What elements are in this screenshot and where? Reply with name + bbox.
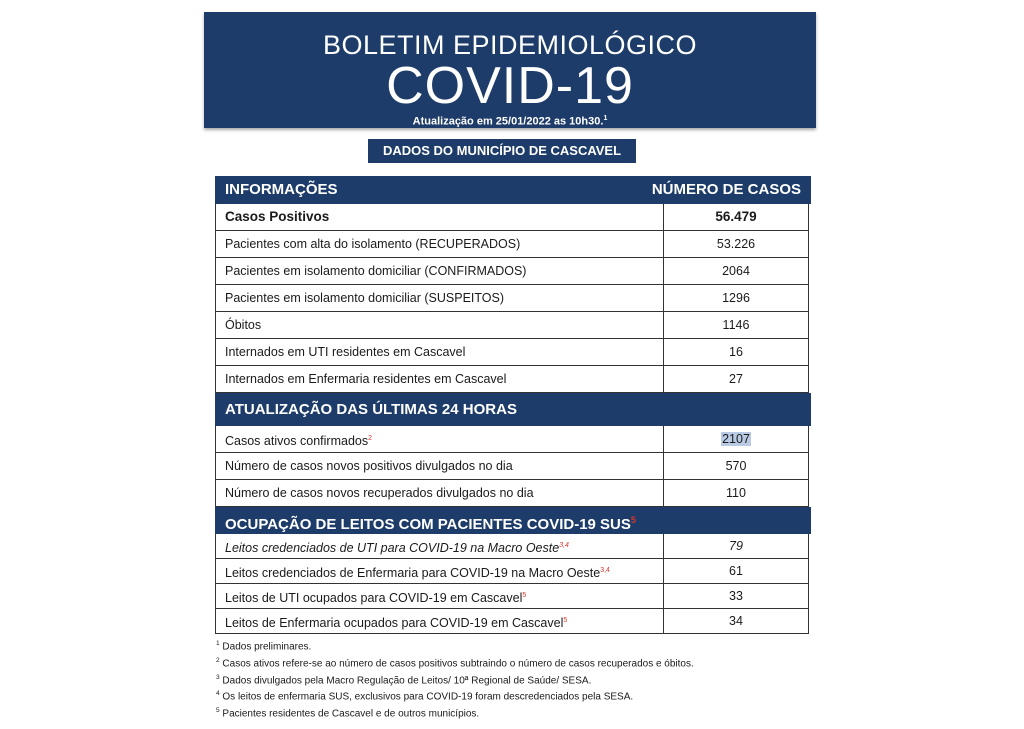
row-value: 33 [663,584,808,608]
bulletin-banner [204,12,816,128]
footnote-ref: 5 [630,515,636,525]
info-table [215,204,809,393]
row-value: 16 [663,339,808,365]
table-row [216,584,808,609]
row-value [663,426,808,452]
row-value: 61 [663,559,808,583]
section-label: INFORMAÇÕES [225,181,338,198]
row-value: 2064 [663,258,808,284]
footnote-ref: 3,4 [600,567,610,574]
row-label: Internados em UTI residentes em Cascavel [225,345,466,359]
table-row [216,366,808,393]
row-label: Pacientes com alta do isolamento (RECUPERADOS) [225,237,521,251]
row-label: Leitos credenciados de Enfermaria para COVID-19 na Macro Oeste$^{3,4}$ [225,566,610,581]
table-row [216,285,808,312]
table-row [216,426,808,453]
row-label: Pacientes em isolamento domiciliar (SUSPEITOS) [225,291,505,305]
row-value: 27 [663,366,808,392]
footnote-ref: 5 [522,592,527,599]
row-value: 1146 [663,312,808,338]
footnote-ref: 2 [368,435,373,442]
last-24h-table [215,426,809,507]
table-row [216,258,808,285]
row-value: 53.226 [663,231,808,257]
table-row [216,534,808,559]
table-row [216,231,808,258]
row-label: Número de casos novos positivos divulgados no dia [225,459,513,473]
bulletin-title: BOLETIM EPIDEMIOLÓGICO [322,30,698,60]
row-label: Leitos credenciados de UTI para COVID-19 na Macro Oeste$^{3,4}$ [225,541,569,556]
row-value: 34 [663,609,808,633]
footnote: $^5$ Pacientes residentes de Cascavel e de outros municípios. [216,707,480,720]
row-label: Óbitos [225,318,262,332]
update-timestamp: Atualização em 25/01/2022 as 10h30.$^1$ [412,115,608,128]
row-label: Pacientes em isolamento domiciliar (CONFIRMADOS) [225,264,527,278]
row-value: 56.479 [663,204,808,230]
beds-table [215,534,809,634]
footnote: $^2$ Casos ativos refere-se ao número de casos positivos subtraindo o número de casos recuperados e óbitos. [216,656,694,670]
table-row [216,480,808,507]
table-row [216,453,808,480]
row-value: 110 [663,480,808,506]
row-label: Leitos de UTI ocupados para COVID-19 em Cascavel$^5$ [225,591,527,606]
row-value: 1296 [663,285,808,311]
footnote: $^3$ Dados divulgados pela Macro Regulação de Leitos/ 10ª Regional de Saúde/ SESA. [216,673,592,686]
section-header-ocupacao-leitos [215,507,811,534]
row-value: 79 [663,534,808,558]
table-row [216,204,808,231]
footnotes [216,637,694,721]
footnote: $^4$ Os leitos de enfermaria SUS, exclusivos para COVID-19 foram descredenciados pela SESA. [216,690,634,703]
footnote-ref: 3,4 [559,542,569,549]
bulletin-subtitle: COVID-19 [386,57,634,115]
section-header-ultimas-24h [215,393,811,426]
section-header-informacoes [215,176,811,204]
footnote: $^1$ Dados preliminares. [216,640,312,653]
table-row [216,339,808,366]
column-header-numero-de-casos: NÚMERO DE CASOS [651,181,801,198]
footnote-ref: 5 [563,617,568,624]
section-label: ATUALIZAÇÃO DAS ÚLTIMAS 24 HORAS [225,401,517,418]
table-row [216,609,808,634]
table-row [216,559,808,584]
highlighted-value: 2107 [722,432,750,446]
row-label: Internados em Enfermaria residentes em Cascavel [225,372,507,386]
row-label: Número de casos novos recuperados divulgados no dia [225,486,534,500]
section-label: OCUPAÇÃO DE LEITOS COM PACIENTES COVID-19 SUS [225,516,631,533]
row-label: Leitos de Enfermaria ocupados para COVID-19 em Cascavel$^5$ [225,616,568,631]
row-label: Casos Positivos [225,209,330,224]
row-value: 570 [663,453,808,479]
footnote-ref: 1 [603,115,608,122]
row-label: Casos ativos confirmados$^2$ [225,434,373,449]
municipality-header: DADOS DO MUNICÍPIO DE CASCAVEL [368,139,636,163]
table-row [216,312,808,339]
